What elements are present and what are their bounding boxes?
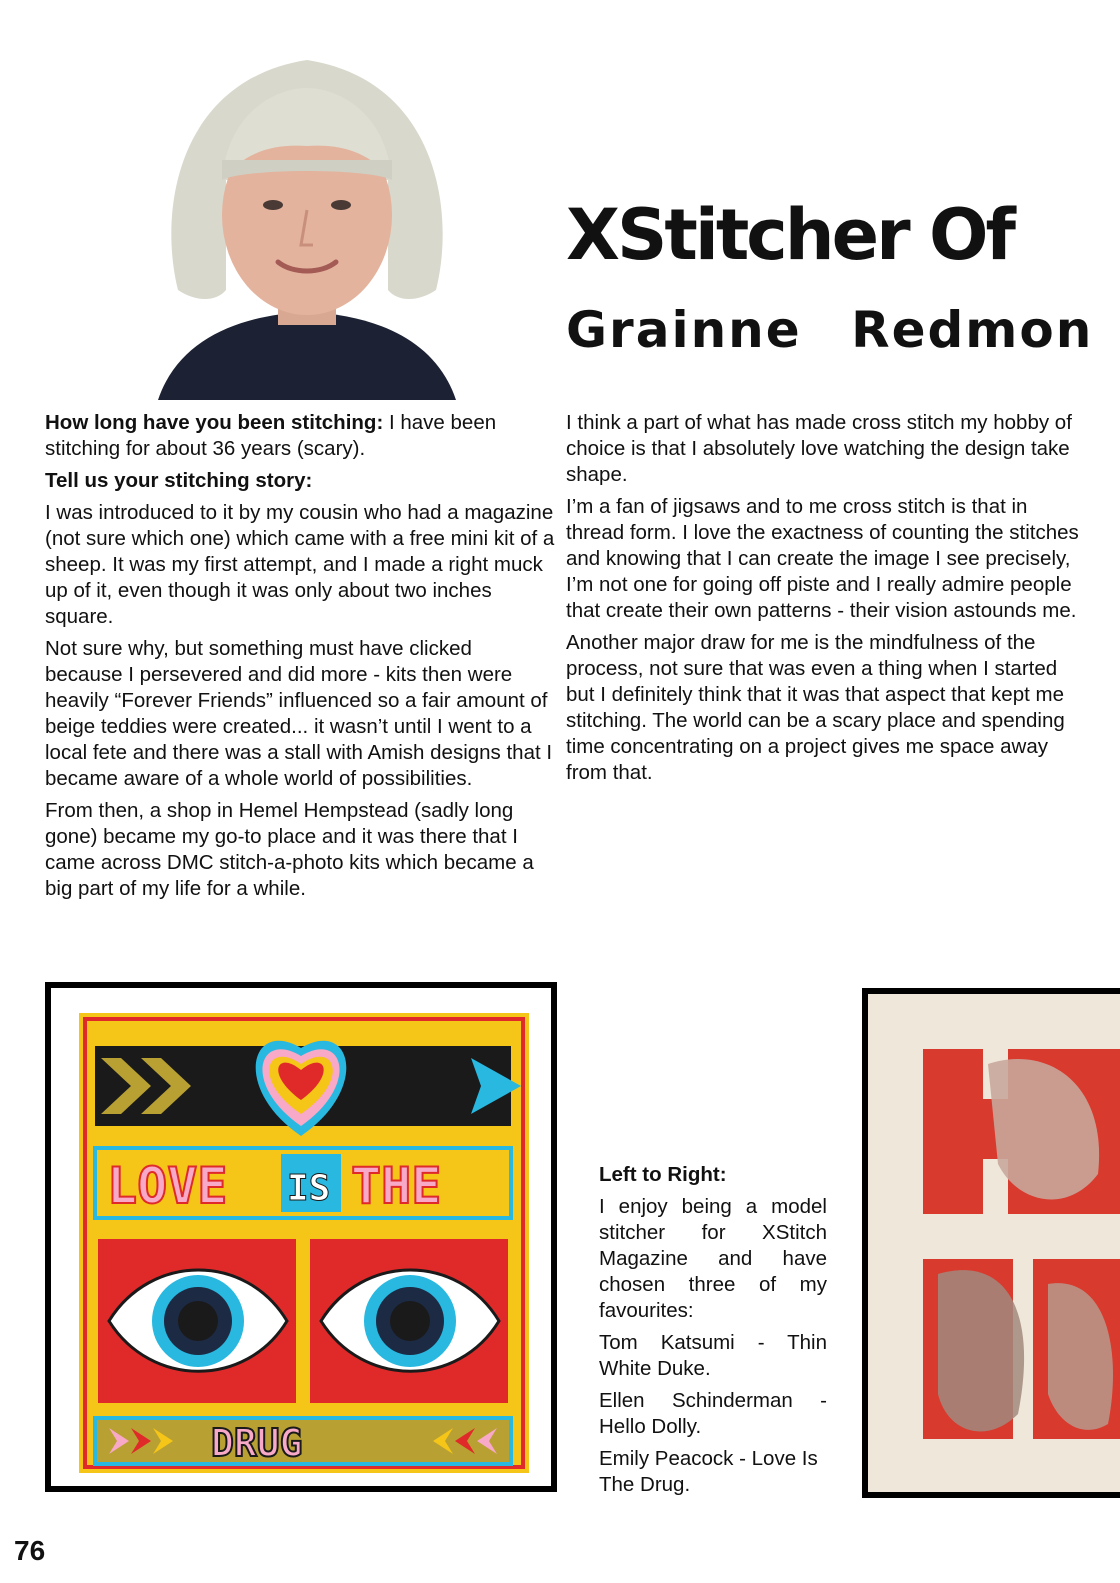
caption-item: Emily Peacock - Love Is The Drug. [599, 1447, 818, 1496]
paragraph-3: From then, a shop in Hemel Hempstead (sadly long gone) became my go-to place and it was there that I came across DMC stitch-a-photo kits which became a big part of my life for a while. [45, 799, 534, 900]
paragraph-2: Not sure why, but something must have clicked because I persevered and did more - kits then were heavily “Forever Friends” influenced so a fair amount of beige teddies were created... it wasn’t until I went to a local fete and there was a stall with Amish designs that I became aware of a whole world of possibilities. [45, 637, 553, 790]
caption-item: Ellen Schinderman - Hello Dolly. [599, 1389, 827, 1438]
artwork-2-illustration [868, 994, 1120, 1492]
artwork-word-drug: DRUG [211, 1421, 303, 1465]
artwork-2-mat [868, 994, 1120, 1492]
page-number: 76 [14, 1535, 46, 1566]
artwork-word-love: LOVE [107, 1157, 228, 1215]
paragraph-6: Another major draw for me is the mindfulness of the process, not sure that was even a thing when I started but I definitely think that it was that aspect that kept me stitching. The world can be a scary place and spending time concentrating on a project gives me space away from that. [566, 631, 1065, 784]
caption [599, 1162, 827, 1504]
caption-item: Tom Katsumi - Thin White Duke. [599, 1331, 827, 1380]
question-1-answer: I have been stitching for about 36 years (scary). [45, 411, 497, 460]
artwork-word-is: IS [287, 1168, 331, 1209]
paragraph-4: I think a part of what has made cross stitch my hobby of choice is that I absolutely love watching the design take shape. [566, 411, 1072, 486]
caption-intro: I enjoy being a model stitcher for XStitch Magazine and have chosen three of my favourites: [599, 1195, 827, 1322]
artwork-hello-dolly [862, 988, 1120, 1498]
question-1-label: How long have you been stitching: [45, 411, 384, 434]
artwork-love-is-the-drug [45, 982, 557, 1492]
caption-heading: Left to Right: [599, 1163, 727, 1186]
artwork-mat [51, 988, 551, 1486]
question-2-label: Tell us your stitching story: [45, 469, 313, 492]
question-1 [45, 410, 555, 462]
portrait-photo [118, 40, 496, 400]
paragraph-5: I’m a fan of jigsaws and to me cross stitch is that in thread form. I love the exactness of counting the stitches and knowing that I can create the image I see precisely, I’m not one for going off piste and I really admire people that create their own patterns - their vision astounds me. [566, 495, 1079, 622]
page-title: XStitcher Of [566, 194, 1013, 276]
page-subtitle: Grainne Redmon [566, 301, 1094, 359]
interview-column-left [45, 410, 555, 908]
paragraph-1: I was introduced to it by my cousin who had a magazine (not sure which one) which came with a free mini kit of a sheep. It was my first attempt, and I made a right muck up of it, even though it was only about two inches square. [45, 501, 555, 628]
artwork-word-the: THE [351, 1157, 442, 1215]
portrait-illustration [118, 40, 496, 400]
artwork-illustration [51, 988, 551, 1486]
interview-column-right [566, 410, 1086, 792]
